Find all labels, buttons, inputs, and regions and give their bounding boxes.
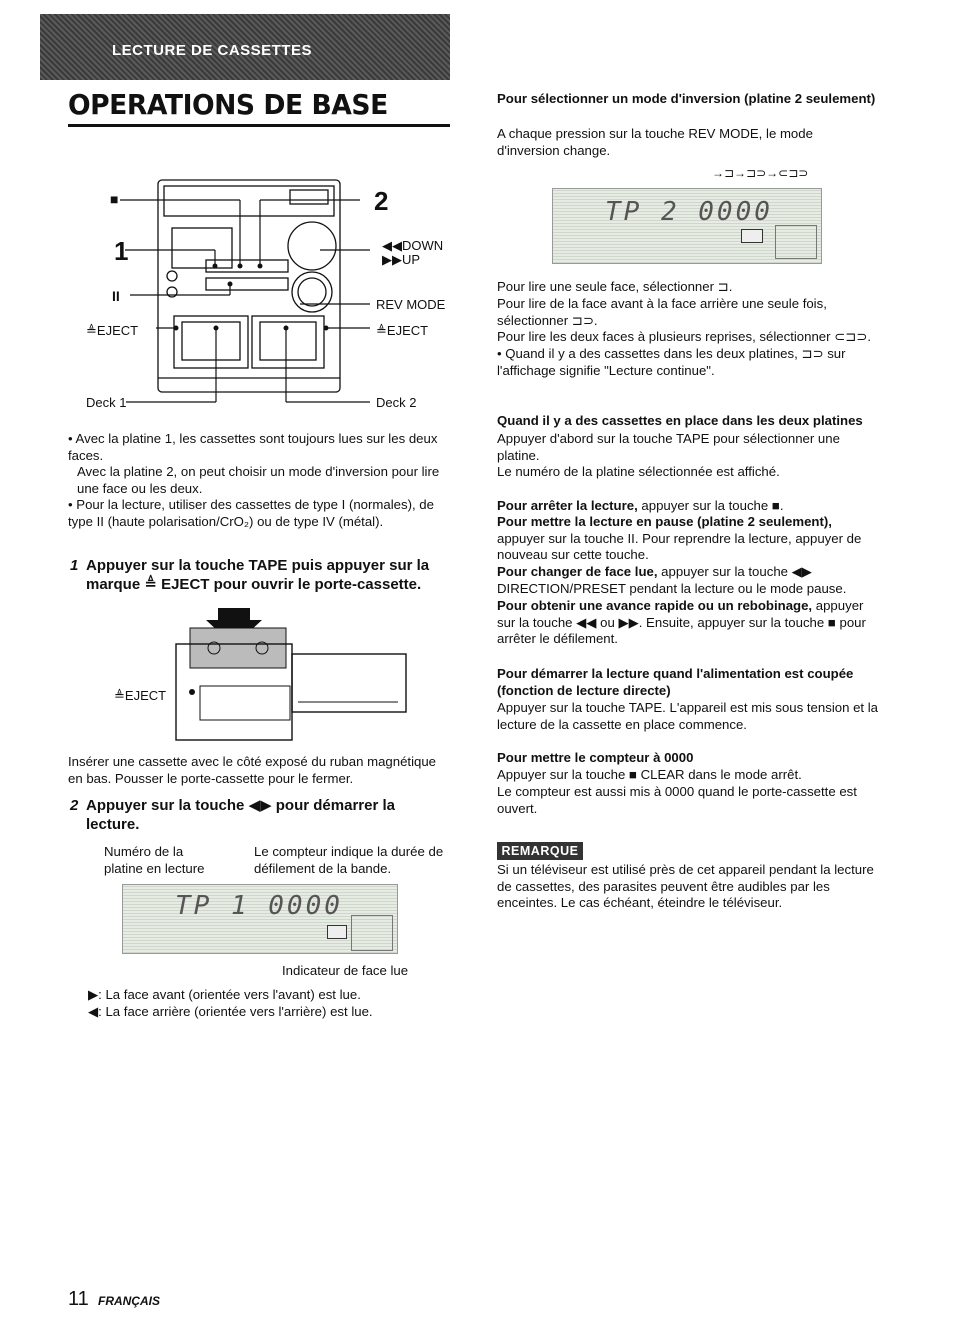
face-arriere-note: ◀: La face arrière (orientée vers l'arrière) est lue. [88,1004,373,1019]
para-seule-face: Pour lire une seule face, sélectionner ⊐. [497,279,733,294]
display-playback [122,884,398,954]
para-pause-bold: Pour mettre la lecture en pause (platine 2 seulement), [497,514,832,529]
face-avant-note: ▶: La face avant (orientée vers l'avant) est lue. [88,987,361,1002]
heading-deux-platines: Quand il y a des cassettes en place dans les deux platines [497,413,863,428]
para-plusieurs-reprises: Pour lire les deux faces à plusieurs reprises, sélectionner ⊂⊐⊃. [497,329,871,344]
para-changer-text: appuyer sur la touche ◀▶ DIRECTION/PRESET pendant la lecture ou le mode pause. [497,564,847,596]
display-playback-readout: TP 1 0000 [175,891,343,921]
label-down: ◀◀DOWN [382,238,444,253]
step-1-number: 1 [70,557,79,574]
label-eject-right: ≜EJECT [376,323,429,338]
label-up: ▶▶UP [382,252,421,267]
section-banner [40,14,450,80]
para-compteur-1: Appuyer sur la touche ■ CLEAR dans le mode arrêt. [497,767,802,782]
page-number: 11 [68,1288,89,1310]
eject-drawing [170,606,412,746]
para-arreter-text: appuyer sur la touche ■. [637,498,784,513]
label-stop: ■ [110,191,119,207]
label-numero-platine: Numéro de la platine en lecture [104,844,205,876]
label-rev-mode: REV MODE [376,297,446,312]
para-avance-bold: Pour obtenir une avance rapide ou un rebobinage, [497,598,813,613]
heading-compteur: Pour mettre le compteur à 0000 [497,750,694,765]
para-lecture-directe: Appuyer sur la touche TAPE. L'appareil est mis sous tension et la lecture de la cassette en place commence. [497,700,879,732]
para-pause [497,514,879,564]
step-2-text: Appuyer sur la touche ◀▶ pour démarrer la lecture. [86,797,395,833]
heading-inversion: Pour sélectionner un mode d'inversion (platine 2 seulement) [497,91,876,106]
para-arreter-bold: Pour arrêter la lecture, [497,498,638,513]
eject-diagram [170,606,412,746]
page-title: OPERATIONS DE BASE [68,88,388,121]
label-eject-fig2: ≜EJECT [114,688,167,703]
label-deck-2: Deck 2 [376,395,417,410]
para-compteur-2: Le compteur est aussi mis à 0000 quand le porte-cassette est ouvert. [497,784,857,816]
bullet-cassette-types: • Pour la lecture, utiliser des cassettes de type I (normales), de type II (haute polarisation/CrO₂) ou de type IV (métal). [68,497,434,529]
bullet-platine-1: • Avec la platine 1, les cassettes sont toujours lues sur les deux faces. [68,431,438,463]
label-compteur: Le compteur indique la durée de défilement de la bande. [254,844,444,876]
title-underline [68,124,450,127]
para-deux-platines-1: Appuyer d'abord sur la touche TAPE pour sélectionner une platine. [497,431,840,463]
para-changer [497,564,879,597]
display-box-2 [775,225,817,259]
para-avance [497,598,879,648]
para-arreter [497,498,879,515]
para-lecture-continue: • Quand il y a des cassettes dans les deux platines, ⊐⊃ sur l'affichage signifie "Lecture continue". [497,346,846,378]
para-remarque: Si un téléviseur est utilisé près de cet appareil pendant la lecture de cassettes, des parasites peuvent être audibles par les enceintes. Le cas échéant, éteindre le téléviseur. [497,862,874,911]
label-step-1: 1 [114,236,129,266]
face-indicator-icon [327,925,347,939]
stereo-diagram [80,168,460,418]
label-eject-left: ≜EJECT [86,323,139,338]
display-rev-mode [552,188,822,264]
stereo-drawing [80,168,460,418]
label-step-2: 2 [374,186,389,216]
heading-lecture-directe: Pour démarrer la lecture quand l'alimentation est coupée (fonction de lecture directe) [497,666,854,698]
para-avance-text: appuyer sur la touche ◀◀ ou ▶▶. Ensuite, appuyer sur la touche ■ pour arrêter le défilement. [497,598,866,647]
para-changer-bold: Pour changer de face lue, [497,564,658,579]
label-indicateur-face: Indicateur de face lue [282,963,409,978]
bullet-platine-2: Avec la platine 2, on peut choisir un mode d'inversion pour lire une face ou les deux. [77,464,440,496]
label-pause: II [112,288,120,304]
banner-text: LECTURE DE CASSETTES [112,42,313,59]
para-pause-text: appuyer sur la touche II. Pour reprendre la lecture, appuyer de nouveau sur cette touche. [497,530,862,563]
rev-mode-sequence: →⊐→⊐⊃→⊂⊐⊃ [712,166,809,180]
rev-indicator-icon [741,229,763,243]
para-deux-platines-2: Le numéro de la platine sélectionnée est affiché. [497,464,780,479]
insert-instructions: Insérer une cassette avec le côté exposé du ruban magnétique en bas. Pousser le porte-cassette pour le fermer. [68,754,437,786]
remarque-badge: REMARQUE [497,842,583,860]
label-deck-1: Deck 1 [86,395,127,410]
para-face-avant-arriere: Pour lire de la face avant à la face arrière une seule fois, sélectionner ⊐⊃. [497,296,827,328]
step-2-number: 2 [70,797,79,814]
footer-language: FRANÇAIS [98,1294,160,1308]
display-rev-readout: TP 2 0000 [605,197,773,227]
display-box [351,915,393,951]
para-inversion: A chaque pression sur la touche REV MODE, le mode d'inversion change. [497,126,813,158]
step-1-text: Appuyer sur la touche TAPE puis appuyer sur la marque ≜ EJECT pour ouvrir le porte-cassette. [86,557,430,593]
